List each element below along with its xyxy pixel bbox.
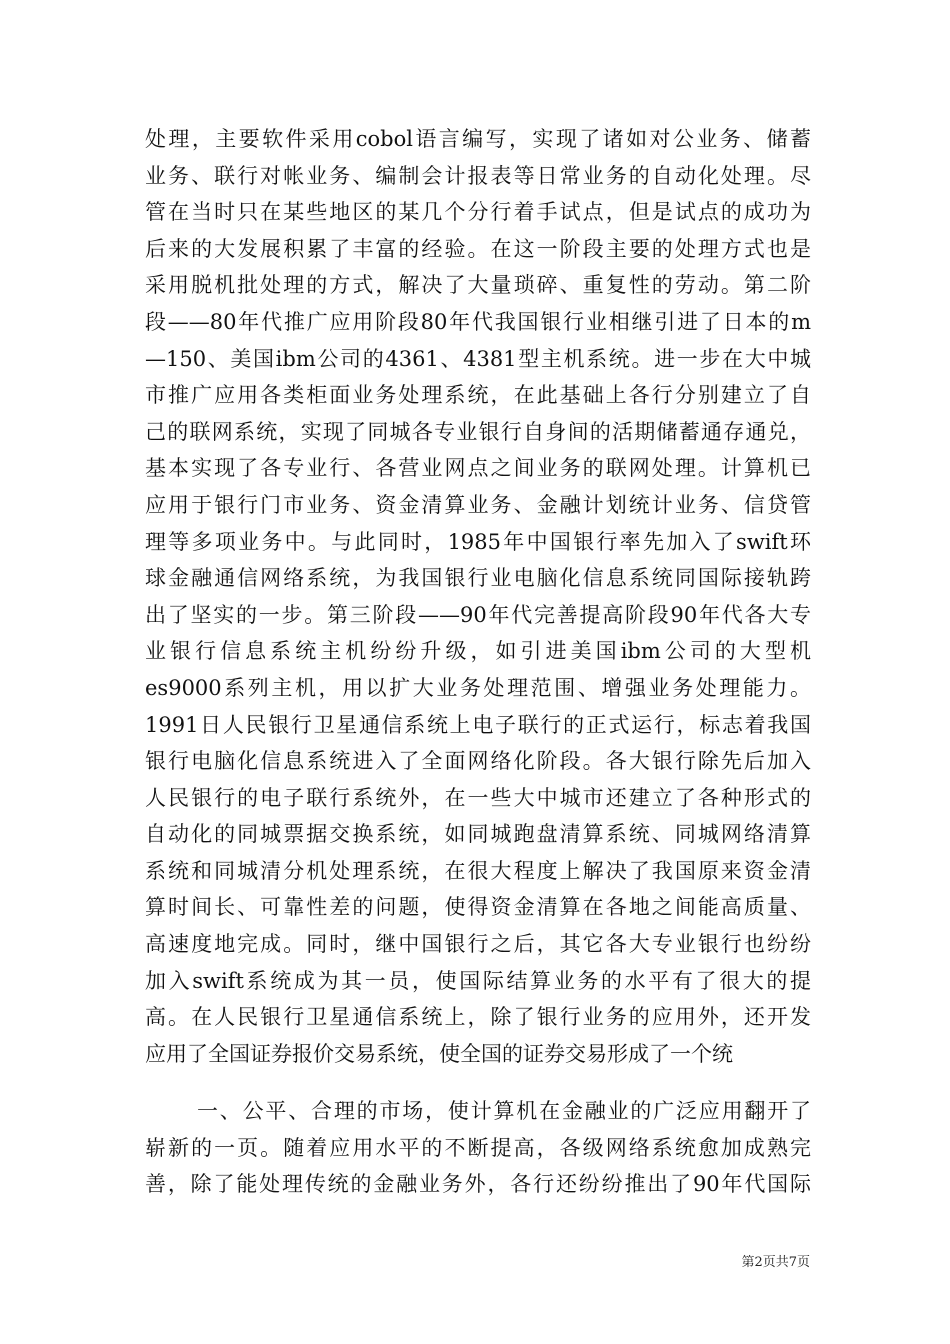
text-line: 处理，主要软件采用cobol语言编写，实现了诸如对公业务、储蓄 (145, 127, 811, 151)
text-line: 应用于银行门市业务、资金清算业务、金融计划统计业务、信贷管 (145, 492, 811, 517)
text-line: 系统和同城清分机处理系统，在很大程度上解决了我国原来资金清 (145, 858, 811, 883)
text-line: 自动化的同城票据交换系统，如同城跑盘清算系统、同城网络清算 (145, 822, 811, 847)
text-line: 一、公平、合理的市场，使计算机在金融业的广泛应用翻开了 (197, 1099, 811, 1123)
text-line: 1991日人民银行卫星通信系统上电子联行的正式运行，标志着我国 (145, 712, 811, 737)
text-line: —150、美国ibm公司的4361、4381型主机系统。进一步在大中城 (145, 346, 811, 371)
text-line: 高。在人民银行卫星通信系统上，除了银行业务的应用外，还开发 (145, 1005, 811, 1030)
text-line: 应用了全国证券报价交易系统，使全国的证券交易形成了一个统 (145, 1041, 733, 1066)
text-line: 业务、联行对帐业务、编制会计报表等日常业务的自动化处理。尽 (145, 163, 811, 188)
text-line: 崭新的一页。随着应用水平的不断提高，各级网络系统愈加成熟完 (145, 1135, 811, 1160)
text-line: 高速度地完成。同时，继中国银行之后，其它各大专业银行也纷纷 (145, 932, 811, 957)
text-line: 采用脱机批处理的方式，解决了大量琐碎、重复性的劳动。第二阶 (145, 273, 811, 298)
text-line: es9000系列主机，用以扩大业务处理范围、增强业务处理能力。 (145, 675, 811, 700)
text-line: 己的联网系统，实现了同城各专业银行自身间的活期储蓄通存通兑， (145, 419, 811, 444)
text-line: 市推广应用各类柜面业务处理系统，在此基础上各行分别建立了自 (145, 383, 811, 408)
text-line: 善，除了能处理传统的金融业务外，各行还纷纷推出了90年代国际 (145, 1172, 811, 1197)
text-line: 球金融通信网络系统，为我国银行业电脑化信息系统同国际接轨跨 (145, 566, 811, 591)
text-line: 加入swift系统成为其一员，使国际结算业务的水平有了很大的提 (145, 968, 811, 993)
body-paragraph-1 (145, 121, 811, 1072)
text-line: 人民银行的电子联行系统外，在一些大中城市还建立了各种形式的 (145, 785, 811, 810)
text-line: 银行电脑化信息系统进入了全面网络化阶段。各大银行除先后加入 (145, 749, 811, 774)
text-line: 后来的大发展积累了丰富的经验。在这一阶段主要的处理方式也是 (145, 236, 811, 261)
text-line: 业银行信息系统主机纷纷升级，如引进美国ibm公司的大型机 (145, 639, 811, 664)
page-number: 第2页共7页 (741, 1255, 810, 1270)
text-line: 算时间长、可靠性差的问题，使得资金清算在各地之间能高质量、 (145, 895, 811, 920)
text-line: 段——80年代推广应用阶段80年代我国银行业相继引进了日本的m (145, 309, 811, 334)
text-line: 基本实现了各专业行、各营业网点之间业务的联网处理。计算机已 (145, 456, 811, 481)
text-line: 出了坚实的一步。第三阶段——90年代完善提高阶段90年代各大专 (145, 602, 811, 627)
text-line: 理等多项业务中。与此同时，1985年中国银行率先加入了swift环 (145, 529, 811, 554)
body-paragraph-2 (145, 1093, 811, 1203)
text-line: 管在当时只在某些地区的某几个分行着手试点，但是试点的成功为 (145, 200, 811, 225)
